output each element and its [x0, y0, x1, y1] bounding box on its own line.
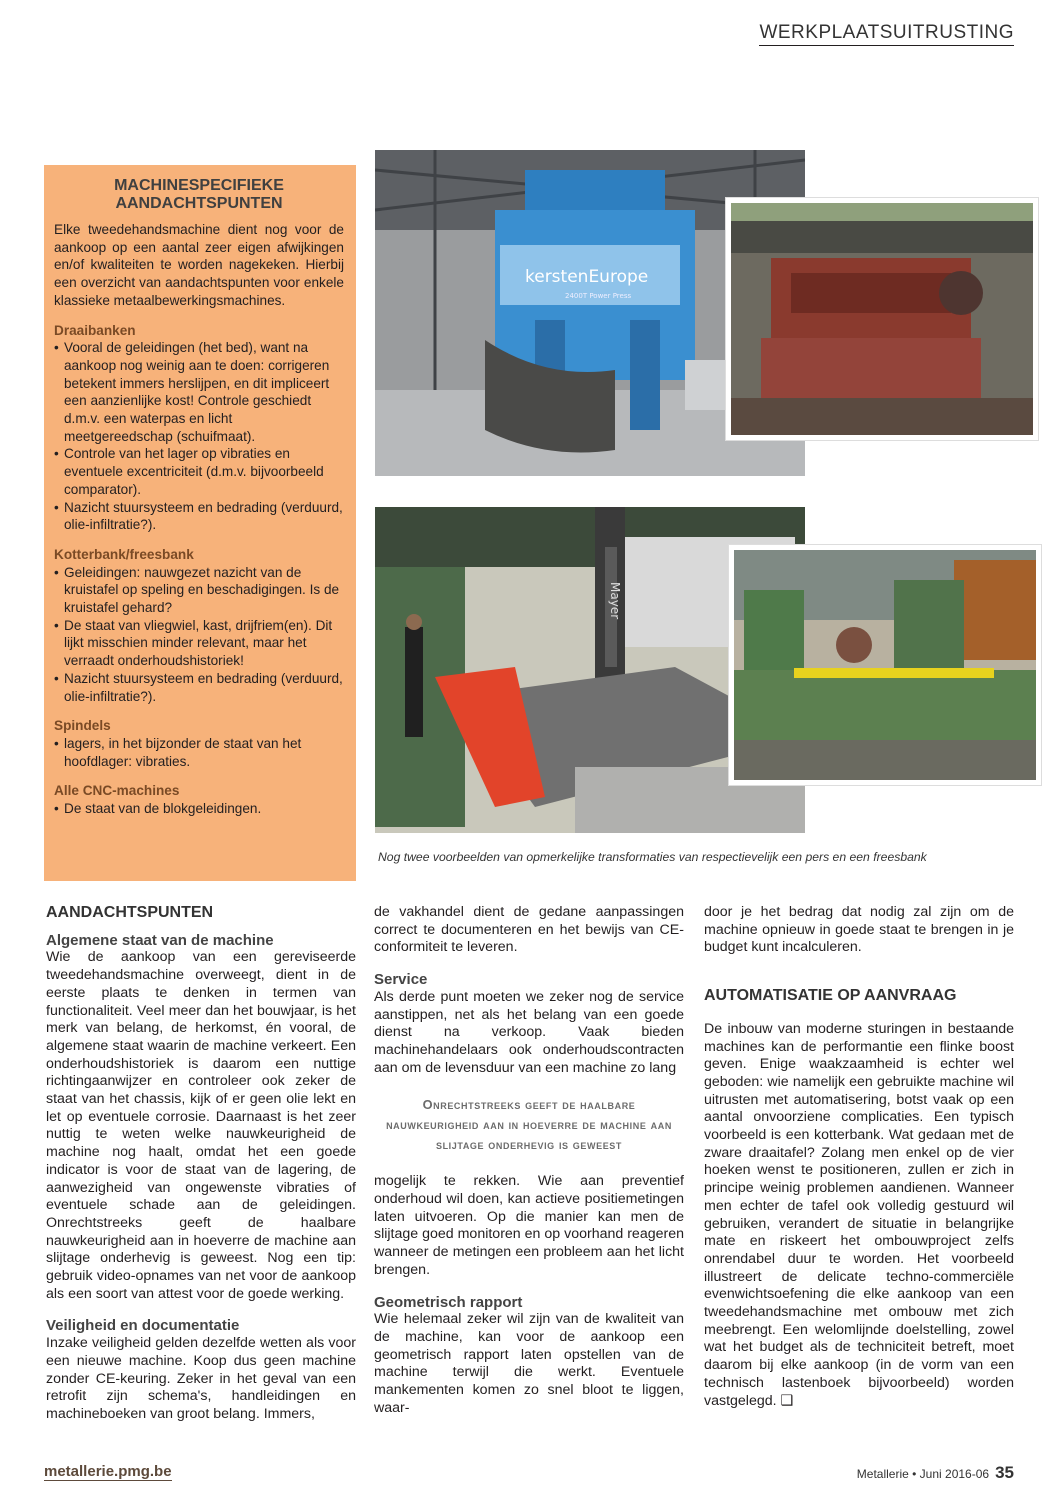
list-item: • lagers, in het bijzonder de staat van het hoofdlager: vibraties.	[54, 735, 344, 770]
sidebar-section	[54, 546, 344, 705]
list-item: • Vooral de geleidingen (het bed), want na aankoop nog weinig aan te doen: corrigeren betekent immers herslijpen, en dit impliceert een aanzienlijke kost! Controle geschiedt d.m.v. een waterpas en licht meetgereedschap (schuifmaat).	[54, 339, 344, 445]
sidebar-section	[54, 782, 344, 817]
sidebar-box	[44, 165, 356, 881]
footer-url-link[interactable]: metallerie.pmg.be	[44, 1463, 172, 1480]
photo-caption: Nog twee voorbeelden van opmerkelijke transformaties van respectievelijk een pers en een freesbank	[378, 850, 927, 864]
sidebar-heading: Spindels	[54, 718, 111, 734]
list-item: • Nazicht stuursysteem en bedrading (verduurd, olie-infiltratie?).	[54, 670, 344, 705]
subheading: Geometrisch rapport	[374, 1293, 523, 1311]
sidebar-section	[54, 322, 344, 534]
end-mark-icon: ❑	[780, 1392, 794, 1409]
paragraph: door je het bedrag dat nodig zal zijn om de machine opnieuw in goede staat te brengen in je budget kunt incalculeren.	[704, 904, 1014, 956]
paragraph: Als derde punt moeten we zeker nog de service aanstippen, net als het belang van een goede dienst na verkoop. Vaak bieden machinehandelaars ook onderhoudscontracten aan om de levensduur van een machine zo lang	[374, 988, 684, 1076]
paragraph: de vakhandel dient de gedane aanpassingen correct te documenteren en het bewijs van CE-conformiteit te leveren.	[374, 904, 684, 956]
footer-issue	[857, 1463, 1014, 1483]
sidebar-heading: Alle CNC-machines	[54, 783, 180, 799]
paragraph: Wie de aankoop van een gereviseerde tweedehandsmachine overweegt, dient in de eerste plaats te denken in termen van functionaliteit. Veel meer dan het bouwjaar, is het merk van belang, de herkomst, én vooral, de algemene staat waarin de machine verkeert. Een onderhoudshistoriek is daarom een nuttige richtingaanwijzer en controleer ook zeker de staat van het chassis, kijk of er geen olie lekt en let op eventuele corrosie. Daarnaast is het zeer nuttig te weten welke nauwkeurigheid de machine nog haalt, omdat het een goede indicator is voor de staat van de lagering, de aanwezigheid van ongewenste vibraties of eventuele schade aan de geleidingen. Onrechtstreeks geeft de haalbare nauwkeurigheid aan in hoeverre de machine aan slijtage onderhevig is geweest. Nog een tip: gebruik video-opnames van net voor de aankoop als een soort van attest voor de goede werking.	[46, 949, 356, 1302]
photo-mill-before	[729, 545, 1041, 785]
sidebar-heading: Kotterbank/freesbank	[54, 546, 194, 562]
section-heading: AUTOMATISATIE OP AANVRAAG	[704, 987, 957, 1005]
page-number: 35	[995, 1463, 1014, 1482]
paragraph: mogelijk te rekken. Wie aan preventief onderhoud wil doen, kan actieve positiemetingen laten uitvoeren. Op die manier kan men de slijtage goed monitoren en op voorhand reageren wanneer de metingen een probleem aan het licht brengen.	[374, 1173, 684, 1278]
sidebar-section	[54, 717, 344, 770]
issue-label: Metallerie • Juni 2016-06	[856, 1467, 990, 1481]
list-item: • Geleidingen: nauwgezet nazicht van de kruistafel op speling en beschadigingen. Is de kruistafel gehard?	[54, 564, 344, 617]
section-heading: AANDACHTSPUNTEN	[46, 904, 214, 921]
subheading: Algemene staat van de machine	[46, 931, 274, 949]
subheading: Service	[374, 971, 428, 989]
sidebar-heading: Draaibanken	[54, 322, 136, 338]
paragraph: De inbouw van moderne sturingen in bestaande machines kan de performantie een flinke boost geven. Enige waakzaamheid is echter wel geboden: wie namelijk een gebruikte machine wil uitrusten met automatisering, botst vaak op een aantal onvoorziene complicaties. Een typisch voorbeeld is een kotterbank. Wat gedaan met de zware draaitafel? Zolang men enkel op de vier hoeken wenst te positioneren, zullen er zich in principe weinig problemen aandienen. Wanneer men echter de tafel ook volledig gestuurd wil gebruiken, verandert de situatie in belangrijke mate en riskeert het ombouwproject zelfs onrendabel duur te worden. Het voorbeeld illustreert de delicate techno-commerciële evenwichtsoefening die elke aankoop van een tweedehandsmachine met ombouw met zich meebrengt. Een welomlijnde doelstelling, zowel wat het budget als de techniciteit betreft, moet daarom bij elke aankoop (in de vorm van een technisch lastenboek bijvoorbeeld) worden vastgelegd. ❑	[704, 1020, 1014, 1409]
column-3	[704, 904, 1014, 1410]
press-model-label: 2400T Power Press	[565, 292, 632, 300]
sidebar-intro: Elke tweedehandsmachine dient nog voor de aankoop op een aantal zeer eigen afwijkingen en/of kwaliteiten te worden nagekeken. Hierbij een overzicht van aandachtspunten voor enkele klassieke metaalbewerkingsmachines.	[54, 222, 344, 308]
list-item: • Controle van het lager op vibraties en eventuele excentriciteit (d.m.v. bijvoorbeeld comparator).	[54, 445, 344, 498]
subheading: Veiligheid en documentatie	[46, 1317, 240, 1335]
list-item: • De staat van de blokgeleidingen.	[54, 800, 344, 818]
list-item: • De staat van vliegwiel, kast, drijfriem(en). Dit lijkt misschien minder relevant, maar het verraadt onderhoudshistoriek!	[54, 617, 344, 670]
press-brand-label: kerstenEurope	[525, 267, 649, 287]
list-item: • Nazicht stuursysteem en bedrading (verduurd, olie-infiltratie?).	[54, 499, 344, 534]
column-2	[374, 904, 684, 1417]
mill-brand-label: Mayer	[608, 582, 622, 620]
paragraph: Inzake veiligheid gelden dezelfde wetten als voor een nieuwe machine. Koop dus geen machine zonder CE-keuring. Zeker in het geval van een retrofit zijn schema's, handleidingen en machineboeken van groot belang. Immers,	[46, 1335, 356, 1422]
section-label: WERKPLAATSUITRUSTING	[759, 22, 1014, 46]
pull-quote: Onrechtstreeks geeft de haalbare nauwkeurigheid aan in hoeverre de machine aan slijtage onderhevig is geweest	[386, 1097, 672, 1153]
column-1	[46, 904, 356, 1424]
sidebar-title: MACHINESPECIFIEKE AANDACHTSPUNTEN	[114, 177, 284, 212]
photo-press-before	[726, 198, 1038, 440]
paragraph: Wie helemaal zeker wil zijn van de kwaliteit van de machine, kan voor de aankoop een geometrisch rapport laten opstellen van de machine terwijl die werkt. Eventuele mankementen komen zo snel bloot te liggen, waar-	[374, 1311, 684, 1416]
